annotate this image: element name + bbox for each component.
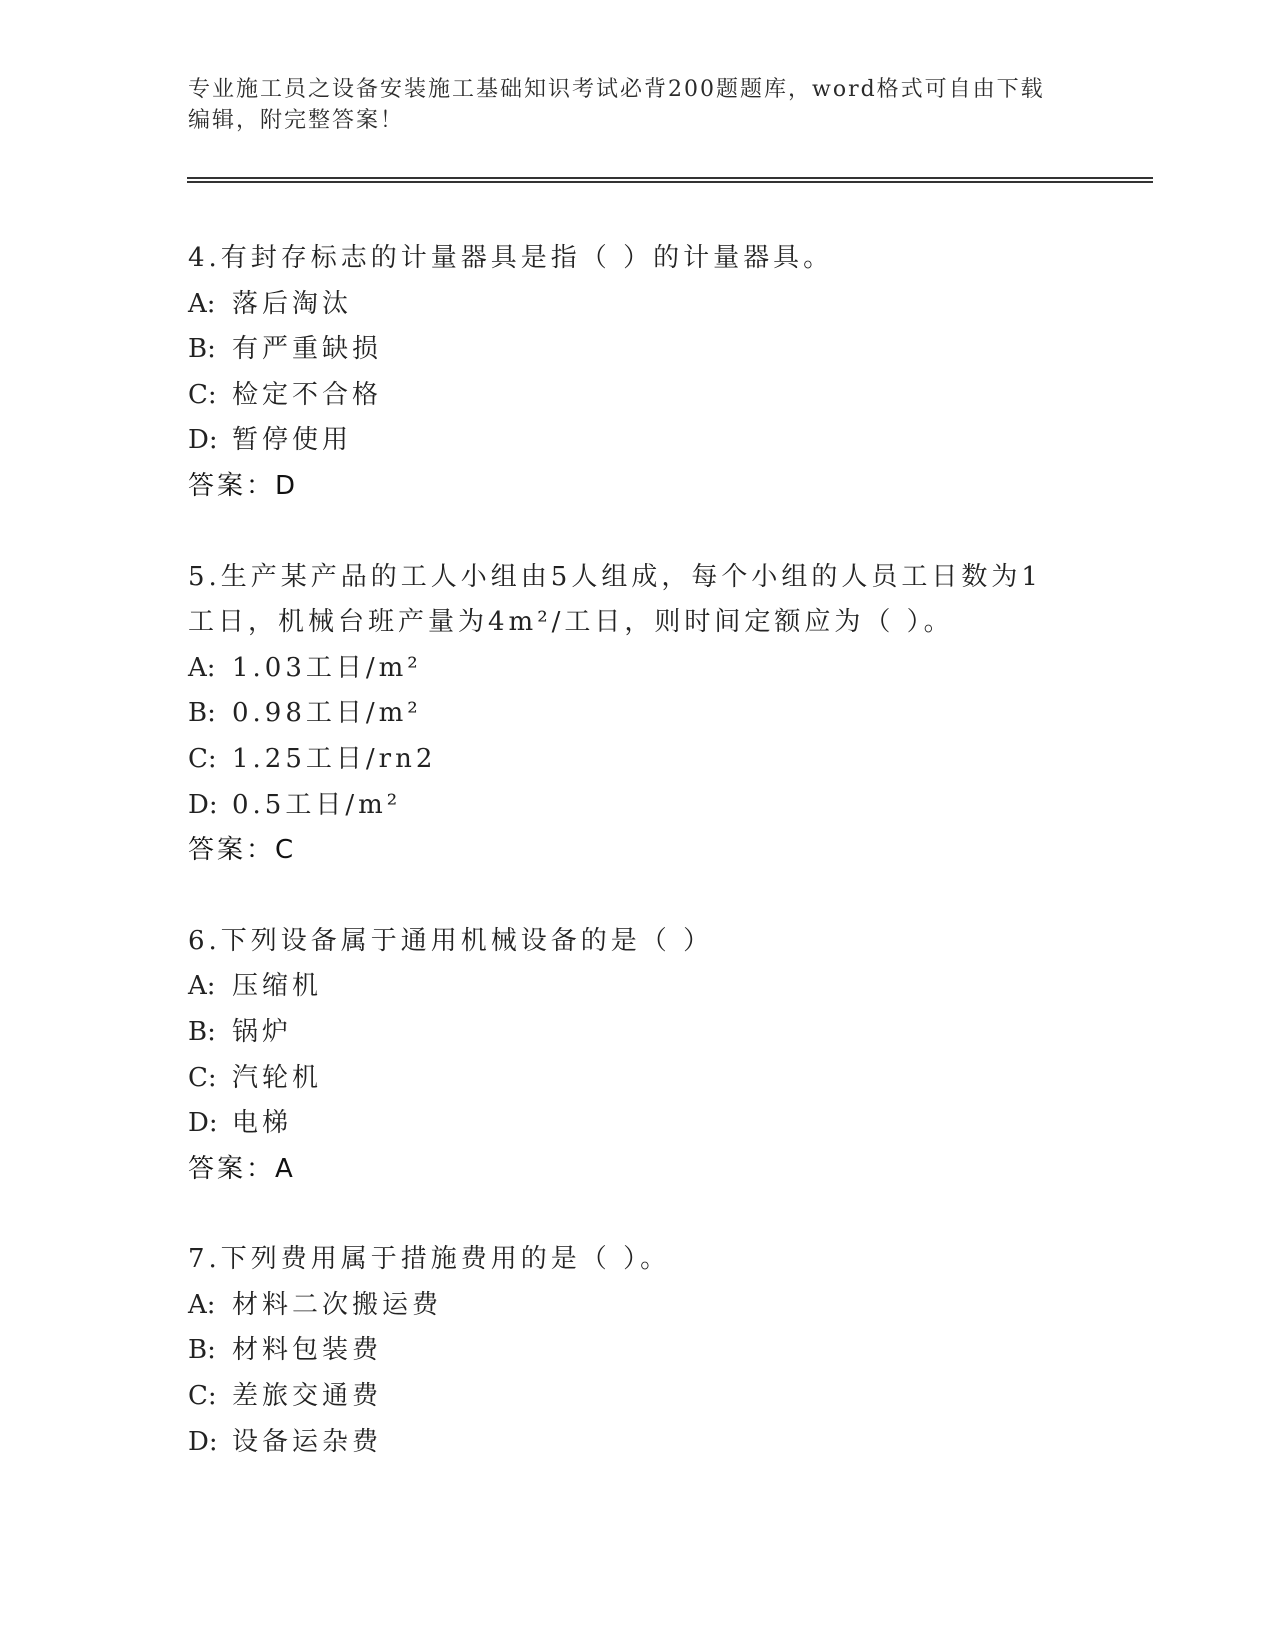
option-b xyxy=(188,691,1088,737)
option-a xyxy=(188,1283,1088,1329)
header-line-2: 编辑，附完整答案！ xyxy=(188,108,405,133)
option-text: 汽轮机 xyxy=(232,1062,323,1093)
option-text: 1.25工日/rn2 xyxy=(232,743,437,774)
option-a xyxy=(188,282,1088,328)
option-text: 锅炉 xyxy=(232,1016,293,1047)
option-text: 差旅交通费 xyxy=(232,1381,383,1412)
question-4 xyxy=(188,236,1088,510)
option-label: A: xyxy=(188,652,216,683)
question-text: 6.下列设备属于通用机械设备的是（ ） xyxy=(188,925,714,956)
option-label: B: xyxy=(188,1335,216,1366)
question-6 xyxy=(188,919,1088,1193)
option-c xyxy=(188,1056,1088,1102)
option-d xyxy=(188,1101,1088,1147)
option-label: C: xyxy=(188,1381,217,1412)
option-text: 有严重缺损 xyxy=(232,334,383,365)
option-text: 1.03工日/m² xyxy=(232,652,422,683)
option-text: 材料二次搬运费 xyxy=(232,1289,443,1320)
option-label: D: xyxy=(188,1426,218,1457)
option-label: B: xyxy=(188,334,216,365)
option-label: C: xyxy=(188,743,217,774)
option-b xyxy=(188,1010,1088,1056)
header-divider xyxy=(187,177,1153,183)
option-text: 检定不合格 xyxy=(232,379,383,410)
option-text: 0.98工日/m² xyxy=(232,698,422,729)
option-b xyxy=(188,1328,1088,1374)
header-line-1: 专业施工员之设备安装施工基础知识考试必背200题题库，word格式可自由下载 xyxy=(188,77,1045,102)
option-c xyxy=(188,737,1088,783)
question-7 xyxy=(188,1237,1088,1465)
option-d xyxy=(188,418,1088,464)
option-d xyxy=(188,1420,1088,1466)
option-text: 压缩机 xyxy=(232,971,323,1002)
option-text: 暂停使用 xyxy=(232,425,353,456)
question-5 xyxy=(188,555,1088,874)
option-label: C: xyxy=(188,379,217,410)
option-a xyxy=(188,646,1088,692)
option-text: 电梯 xyxy=(232,1108,293,1139)
answer-line: 答案：D xyxy=(188,470,299,501)
option-label: B: xyxy=(188,1016,216,1047)
question-list xyxy=(188,236,1088,1510)
option-c xyxy=(188,373,1088,419)
question-text: 4.有封存标志的计量器具是指（ ）的计量器具。 xyxy=(188,243,834,273)
option-label: C: xyxy=(188,1062,217,1093)
option-text: 0.5工日/m² xyxy=(232,789,402,820)
document-header xyxy=(188,74,1088,136)
option-d xyxy=(188,783,1088,829)
option-label: B: xyxy=(188,698,216,729)
option-text: 落后淘汰 xyxy=(232,288,353,319)
option-label: D: xyxy=(188,789,218,820)
option-label: D: xyxy=(188,425,218,456)
option-b xyxy=(188,327,1088,373)
question-text: 5.生产某产品的工人小组由5人组成，每个小组的人员工日数为1工日，机械台班产量为4m²/工日，则时间定额应为（ ）。 xyxy=(188,561,1042,638)
option-text: 材料包装费 xyxy=(232,1335,383,1366)
option-text: 设备运杂费 xyxy=(232,1426,383,1457)
option-label: D: xyxy=(188,1108,218,1139)
option-c xyxy=(188,1374,1088,1420)
option-label: A: xyxy=(188,1289,216,1320)
answer-line: 答案：A xyxy=(188,1153,296,1184)
option-label: A: xyxy=(188,971,216,1002)
answer-line: 答案：C xyxy=(188,835,297,866)
question-text: 7.下列费用属于措施费用的是（ ）。 xyxy=(188,1244,671,1275)
option-label: A: xyxy=(188,288,216,319)
option-a xyxy=(188,964,1088,1010)
